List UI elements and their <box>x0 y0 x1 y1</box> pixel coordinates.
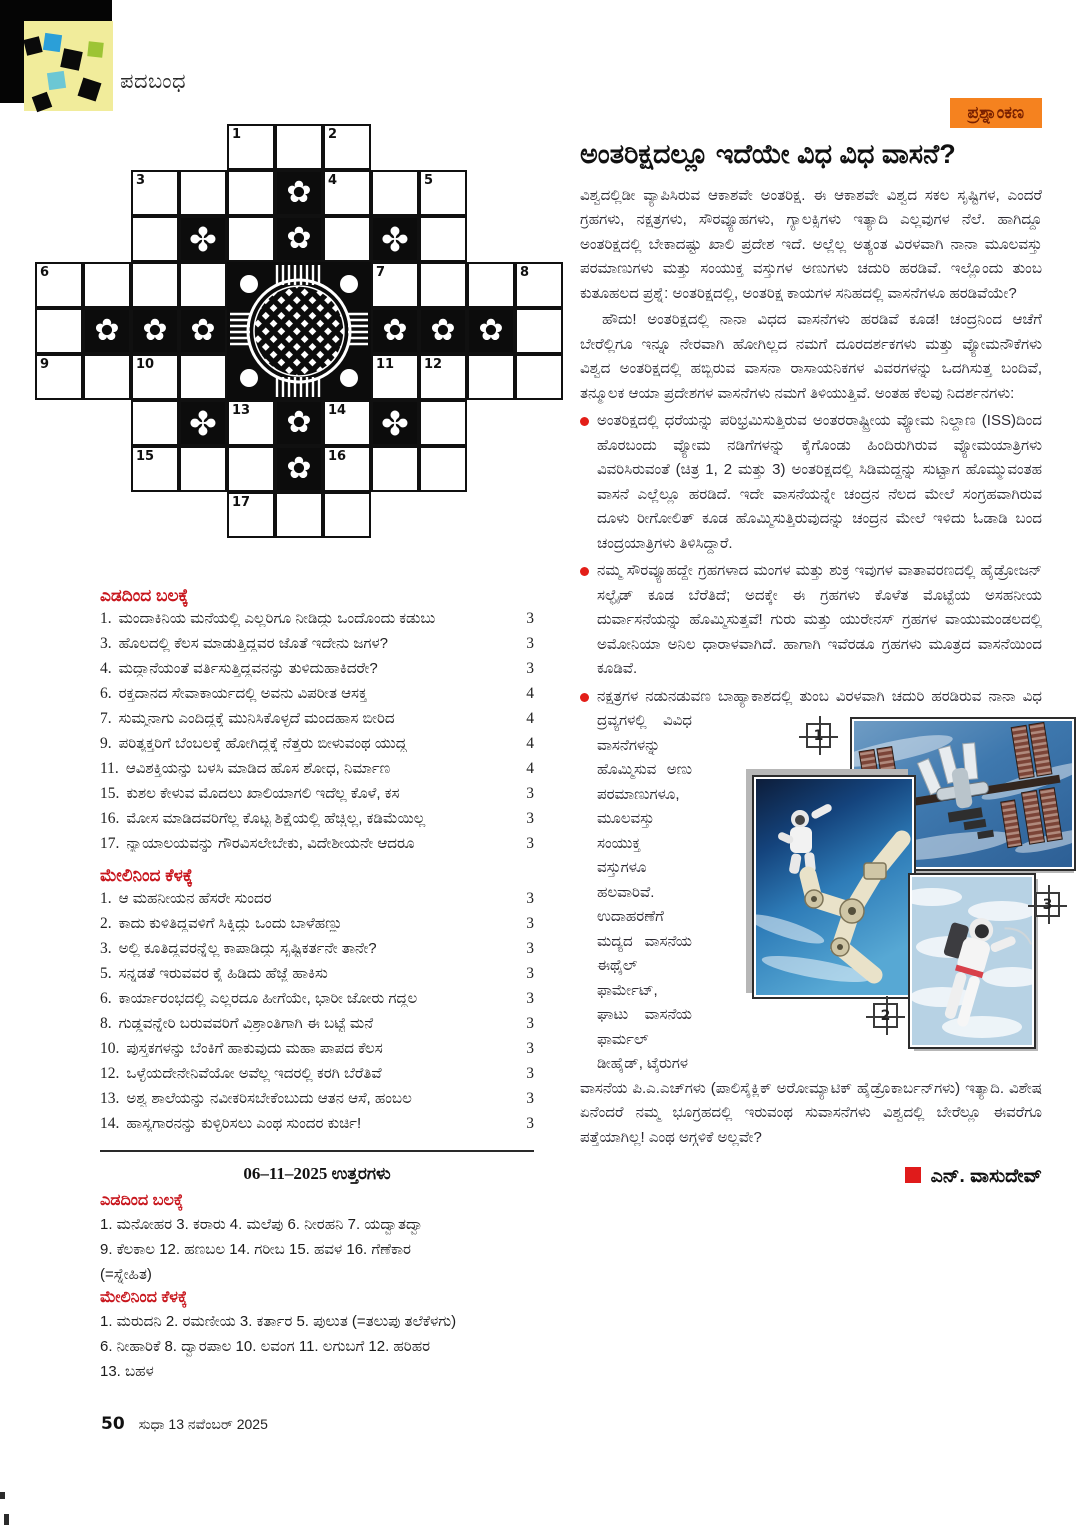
clue-text: ಸುಮ್ಮನಾಗು ಎಂದಿದ್ದಕ್ಕೆ ಮುನಿಸಿಕೊಳ್ಳದೆ ಮಂದಹಾಸ ಬೀರಿದ <box>118 710 395 727</box>
crossword-block-cell <box>179 400 227 446</box>
clue-number: 5. <box>100 965 112 982</box>
crossword-cell <box>467 354 515 400</box>
crossword-block-cell <box>419 308 467 354</box>
crossword-block-cell <box>83 308 131 354</box>
crossword-cell <box>179 170 227 216</box>
clue-length: 3 <box>526 915 534 932</box>
clue-text: ಅಶ್ವ ಶಾಲೆಯನ್ನು ನವೀಕರಿಸಬೇಕೆಂಬುದು ಆತನ ಆಸೆ, ಹಂಬಲ <box>126 1090 412 1107</box>
answers-across-heading: ಎಡದಿಂದ ಬಲಕ್ಕೆ <box>100 1192 184 1209</box>
crossword-cell-number: 8 <box>520 265 530 280</box>
clue-item <box>100 810 534 835</box>
crossword-cell <box>227 216 275 262</box>
crossword-cell <box>131 262 179 308</box>
crossword-cell <box>35 354 83 400</box>
clue-length: 3 <box>526 785 534 802</box>
clue-number: 14. <box>100 1115 120 1132</box>
crossword-cell <box>515 354 563 400</box>
clue-length: 3 <box>526 990 534 1007</box>
crossword-cell <box>179 446 227 492</box>
red-square-icon <box>905 1167 921 1183</box>
answers-down-lines <box>100 1309 534 1384</box>
crossword-cell <box>419 262 467 308</box>
answers-down-heading: ಮೇಲಿನಿಂದ ಕೆಳಕ್ಕೆ <box>100 1289 188 1306</box>
crossword-cell-number: 7 <box>376 265 386 280</box>
crossword-block-cell <box>179 308 227 354</box>
clue-item <box>100 890 534 915</box>
clue-number: 8. <box>100 1015 112 1032</box>
clue-text: ಸನ್ನಡತೆ ಇರುವವರ ಕೈ ಹಿಡಿದು ಹೆಜ್ಜೆ ಹಾಕಿಸು <box>118 965 328 982</box>
clue-text: ಹೊಲದಲ್ಲಿ ಕೆಲಸ ಮಾಡುತ್ತಿದ್ದವರ ಜೊತೆ ಇದೇನು ಜಗಳ? <box>118 635 389 652</box>
crossword-cell-number: 6 <box>40 265 50 280</box>
clue-number: 7. <box>100 710 112 727</box>
crossword-cell-number: 16 <box>328 449 347 464</box>
crossword-cell <box>275 492 323 538</box>
down-heading: ಮೇಲಿನಿಂದ ಕೆಳಕ್ಕೆ <box>100 866 193 885</box>
crossword-cell <box>419 400 467 446</box>
article-bullet-2 <box>580 559 1042 682</box>
clue-length: 3 <box>526 810 534 827</box>
clue-item <box>100 940 534 965</box>
center-medallion-ornament <box>227 262 371 400</box>
clue-text: ಮೋಸ ಮಾಡಿದವರಿಗೆಲ್ಲ ಕೊಟ್ಟ ಶಿಕ್ಷೆಯಲ್ಲಿ ಹೆಚ್ಚಿಲ್ಲ, ಕಡಿಮೆಯಿಲ್ಲ <box>126 810 426 827</box>
crossword-cell <box>131 170 179 216</box>
figure-astronaut-float-photo <box>908 873 1036 1049</box>
clue-text: ಪುಸ್ತಕಗಳನ್ನು ಬೆಂಕಿಗೆ ಹಾಕುವುದು ಮಹಾ ಪಾಪದ ಕೆಲಸ <box>126 1040 383 1057</box>
clue-item <box>100 760 534 785</box>
bullet-icon <box>580 417 589 426</box>
crossword-cell-number: 11 <box>376 357 395 372</box>
section-title: ಪದಬಂಧ <box>120 70 187 93</box>
clue-length: 3 <box>526 1065 534 1082</box>
crossword-cell-number: 5 <box>424 173 434 188</box>
crossword-cell <box>35 308 83 354</box>
clue-text: ಆವಿಶಕ್ತಿಯನ್ನು ಬಳಸಿ ಮಾಡಿದ ಹೊಸ ಶೋಧ, ನಿರ್ಮಾಣ <box>125 760 391 777</box>
clue-number: 1. <box>100 890 112 907</box>
clue-item <box>100 1040 534 1065</box>
clover-flower-icon: ✤ <box>189 403 217 443</box>
crossword-block-cell <box>275 446 323 492</box>
clover-flower-icon: ✤ <box>381 219 409 259</box>
crossword-cell <box>323 400 371 446</box>
answer-line: 1. ಮನೋಹರ 3. ಕರಾರು 4. ಮಲೆಪು 6. ನೀರಹನಿ 7. ಯದ್ವಾತದ್ವಾ <box>100 1216 424 1233</box>
clue-number: 9. <box>100 735 112 752</box>
daisy-flower-icon: ✿ <box>190 313 216 348</box>
clue-number: 3. <box>100 940 112 957</box>
article-paragraph: ವಿಶ್ವದಲ್ಲಿಡೀ ವ್ಯಾಪಿಸಿರುವ ಆಕಾಶವೇ ಅಂತರಿಕ್ಷ. ಈ ಆಕಾಶವೇ ವಿಶ್ವದ ಸಕಲ ಸೃಷ್ಟಿಗಳ, ಎಂದರೆ ಗ್ರಹಗಳು, ನಕ್ಷತ್ರಗಳು, ಸೌರವ್ಯೂಹಗಳು, ಗ್ಯಾಲಕ್ಸಿಗಳು ಇತ್ಯಾದಿ ಎಲ್ಲವುಗಳ ನೆಲೆ. ಹಾಗಿದ್ದೂ ಅಂತರಿಕ್ಷದಲ್ಲಿ ಬೇಕಾದಷ್ಟು ಖಾಲಿ ಪ್ರದೇಶ ಇದೆ. ಅಲ್ಲೆಲ್ಲ ಅತ್ಯಂತ ವಿರಳವಾಗಿ ನಾನಾ ಮೂಲವಸ್ತು ಪರಮಾಣುಗಳು ಮತ್ತು ಸಂಯುಕ್ತ ವಸ್ತುಗಳ ಅಣುಗಳು ಚದುರಿ ಹರಡಿವೆ. ಇಲ್ಲೊಂದು ತುಂಬ ಕುತೂಹಲದ ಪ್ರಶ್ನೆ: ಅಂತರಿಕ್ಷದಲ್ಲಿ, ಅಂತರಿಕ್ಷ ಕಾಯಗಳ ಸನಿಹದಲ್ಲಿ ವಾಸನೆಗಳೂ ಹರಡಿವೆಯೇ? <box>580 186 1042 302</box>
crossword-cell <box>131 216 179 262</box>
crossword-block-cell <box>371 216 419 262</box>
bullet-text-continued: ಚದುರಿ ಹರಡಿರುವ ನಾನಾ ವಿಧ ದ್ರವ್ಯಗಳಲ್ಲಿ ವಿವಿಧ ವಾಸನೆಗಳನ್ನು ಹೊಮ್ಮಿಸುವ ಅಣು ಪರಮಾಣುಗಳೂ, ಮೂಲವಸ್ತು ಸಂಯುಕ್ತ ವಸ್ತುಗಳೂ ಹಲವಾರಿವೆ. ಉದಾಹರಣೆಗೆ ಮದ್ಯದ ವಾಸನೆಯ ಈಥೈಲ್ ಫಾರ್ಮೇಟ್, ಘಾಟು ವಾಸನೆಯ ಫಾರ್ಮಲ್ ಡೀಹೈಡ್, ಟೈರುಗಳ <box>597 687 1042 1073</box>
crossword-cell <box>179 354 227 400</box>
figure-label-2: 2 <box>873 1003 898 1028</box>
clue-item <box>100 1115 534 1140</box>
logo-square <box>47 71 66 90</box>
clue-item <box>100 1015 534 1040</box>
page-number: 50 <box>101 1414 125 1434</box>
crossword-block-cell <box>275 170 323 216</box>
clue-number: 4. <box>100 660 112 677</box>
article-title: ಅಂತರಿಕ್ಷದಲ್ಲೂ ಇದೆಯೇ ವಿಧ ವಿಧ ವಾಸನೆ? <box>580 139 956 169</box>
author-name: ಎನ್. ವಾಸುದೇವ್ <box>930 1166 1042 1188</box>
clue-item <box>100 835 534 860</box>
clue-item <box>100 1090 534 1115</box>
crossword-block-cell <box>371 400 419 446</box>
clue-item <box>100 660 534 685</box>
article-column <box>580 98 1053 1188</box>
clue-length: 3 <box>526 965 534 982</box>
figure-cluster <box>702 711 1053 1051</box>
clue-text: ಕಾದು ಕುಳಿತಿದ್ದವಳಿಗೆ ಸಿಕ್ಕಿದ್ದು ಒಂದು ಬಾಳೆಹಣ್ಣು <box>118 915 343 932</box>
clue-length: 3 <box>526 1090 534 1107</box>
clue-text: ಕಾರ್ಯಾರಂಭದಲ್ಲಿ ಎಲ್ಲರದೂ ಹೀಗೆಯೇ, ಭಾರೀ ಜೋರು ಗದ್ದಲ <box>118 990 418 1007</box>
clue-text: ಮದ್ದಾನೆಯಂತೆ ವರ್ತಿಸುತ್ತಿದ್ದವನನ್ನು ತುಳಿದುಹಾಕಿದರೇ? <box>118 660 378 677</box>
article-bullet-3 <box>580 685 1053 1077</box>
crossword-block-cell <box>371 308 419 354</box>
crossword-cell <box>515 262 563 308</box>
clue-number: 10. <box>100 1040 120 1057</box>
answer-line: 1. ಮರುದನಿ 2. ರಮಣೀಯ 3. ಕರ್ತಾರ 5. ಪುಲುತ (=ತಲುಪು ತಲೆಕೆಳಗು) <box>100 1313 457 1330</box>
daisy-flower-icon: ✿ <box>286 175 312 210</box>
crossword-block-cell <box>179 216 227 262</box>
daisy-flower-icon: ✿ <box>286 451 312 486</box>
clover-flower-icon: ✤ <box>381 403 409 443</box>
issue-info: ಸುಧಾ 13 ನವೆಂಬರ್ 2025 <box>138 1416 268 1432</box>
clue-item <box>100 635 534 660</box>
crossword-cell-number: 1 <box>232 127 242 142</box>
clue-item <box>100 685 534 710</box>
clue-number: 6. <box>100 685 112 702</box>
crossword-cell <box>419 216 467 262</box>
print-artifact <box>0 1492 5 1499</box>
crossword-cell <box>35 262 83 308</box>
crossword-cell <box>131 400 179 446</box>
answer-line: 6. ನೀಹಾರಿಕೆ 8. ದ್ವಾರಪಾಲ 10. ಲವಂಗ 11. ಲಗುಬಗೆ 12. ಹರಿಹರ <box>100 1338 431 1355</box>
clue-text: ಹಾಸ್ಯಗಾರನನ್ನು ಕುಳ್ಳಿರಿಸಲು ಎಂಥ ಸುಂದರ ಕುರ್ಚಿ! <box>126 1115 362 1132</box>
clue-text: ನ್ಯಾಯಾಲಯವನ್ನು ಗೌರವಿಸಲೇಬೇಕು, ವಿದೇಶೀಯನೇ ಆದರೂ <box>126 835 415 852</box>
clover-flower-icon: ✤ <box>189 219 217 259</box>
crossword-cell <box>323 170 371 216</box>
clue-length: 3 <box>526 940 534 957</box>
crossword-cell-number: 4 <box>328 173 338 188</box>
clue-text: ಒಳ್ಳೆಯದೇನೇನಿವೆಯೋ ಅವೆಲ್ಲ ಇದರಲ್ಲಿ ಕರಗಿ ಬೆರೆತಿವೆ <box>126 1065 382 1082</box>
crossword-cell <box>419 170 467 216</box>
crossword-cell <box>323 124 371 170</box>
crossword-cell <box>275 124 323 170</box>
crossword-cell <box>83 354 131 400</box>
crossword-cell-number: 17 <box>232 495 251 510</box>
clue-text: ಆ ಮಹನೀಯನ ಹೆಸರೇ ಸುಂದರ <box>118 890 272 907</box>
crossword-cell <box>83 262 131 308</box>
logo-square <box>43 33 62 52</box>
answer-line: (=ಸ್ನೇಹಿತ) <box>100 1266 152 1283</box>
clue-length: 4 <box>526 710 534 727</box>
across-clue-list <box>100 610 534 860</box>
crossword-cell <box>131 446 179 492</box>
crossword-cell-number: 10 <box>136 357 155 372</box>
clue-length: 4 <box>526 735 534 752</box>
crossword-cell <box>323 216 371 262</box>
clue-length: 4 <box>526 685 534 702</box>
clue-text: ಮಂದಾಕಿನಿಯ ಮನೆಯಲ್ಲಿ ಎಲ್ಲರಿಗೂ ನೀಡಿದ್ದು ಒಂದೊಂದು ಕಡುಬು <box>118 610 436 627</box>
clue-length: 3 <box>526 660 534 677</box>
crossword-cell-number: 13 <box>232 403 251 418</box>
clue-length: 3 <box>526 835 534 852</box>
crossword-cell-number: 15 <box>136 449 155 464</box>
crossword-cell-number: 3 <box>136 173 146 188</box>
crossword-cell-number: 14 <box>328 403 347 418</box>
clue-text: ಕುಶಲ ಕೇಳುವ ಮೊದಲು ಖಾಲಿಯಾಗಲಿ ಇದೆಲ್ಲ ಕೊಳೆ, ಕಸ <box>126 785 400 802</box>
clue-text: ಪರಿತ್ಯಕ್ತರಿಗೆ ಬೆಂಬಲಕ್ಕೆ ಹೋಗಿದ್ದಕ್ಕೆ ನೆತ್ತರು ಬೀಳುವಂಥ ಯುದ್ಧ <box>118 735 407 752</box>
clue-length: 3 <box>526 635 534 652</box>
crossword-cell <box>419 354 467 400</box>
clue-number: 16. <box>100 810 120 827</box>
crossword-block-cell <box>275 216 323 262</box>
article-closing-paragraph: ವಾಸನೆಯ ಪಿ.ಎ.ಎಚ್‌ಗಳು (ಪಾಲಿಸೈಕ್ಲಿಕ್ ಅರೋಮ್ಯಾಟಿಕ್ ಹೈಡ್ರೊಕಾರ್ಬನ್‌ಗಳು) ಇತ್ಯಾದಿ. ವಿಶೇಷ ಏನೆಂದರೆ ನಮ್ಮ ಭೂಗ್ರಹದಲ್ಲಿ ಇರುವಂಥ ಸುವಾಸನೆಗಳು ವಿಶ್ವದಲ್ಲಿ ಬೇರೆಲ್ಲೂ ಈವರೆಗೂ ಪತ್ತೆಯಾಗಿಲ್ಲ! ಎಂಥ ಅಗ್ಗಳಿಕೆ ಅಲ್ಲವೇ? <box>580 1079 1042 1146</box>
answer-line: 13. ಬಹಳ <box>100 1363 154 1380</box>
bullet-icon <box>580 693 589 702</box>
clue-item <box>100 610 534 635</box>
crossword-block-cell <box>131 308 179 354</box>
crossword-cell-number: 9 <box>40 357 50 372</box>
crossword-cell <box>131 354 179 400</box>
logo-square <box>60 48 83 71</box>
crossword-block-cell <box>467 308 515 354</box>
masthead <box>0 0 340 120</box>
clue-number: 11. <box>100 760 119 777</box>
crossword-grid <box>35 124 565 540</box>
crossword-cell <box>371 170 419 216</box>
clue-number: 6. <box>100 990 112 1007</box>
answers-across-lines <box>100 1212 534 1287</box>
clue-number: 15. <box>100 785 120 802</box>
crossword-cell <box>371 354 419 400</box>
crossword-cell <box>467 262 515 308</box>
daisy-flower-icon: ✿ <box>430 313 456 348</box>
figure-astronaut-arm-photo <box>752 775 916 999</box>
clue-item <box>100 785 534 810</box>
crossword-cell <box>323 446 371 492</box>
clue-number: 17. <box>100 835 120 852</box>
answers-title: 06–11–2025 ಉತ್ತರಗಳು <box>243 1164 391 1183</box>
across-clues-section <box>100 586 534 860</box>
crossword-cell <box>323 492 371 538</box>
clue-item <box>100 990 534 1015</box>
clue-number: 3. <box>100 635 112 652</box>
clue-number: 13. <box>100 1090 120 1107</box>
clue-text: ರಕ್ತದಾನದ ಸೇವಾಕಾರ್ಯದಲ್ಲಿ ಅವನು ವಿಪರೀತ ಆಸಕ್ತ <box>118 685 367 702</box>
clue-item <box>100 710 534 735</box>
daisy-flower-icon: ✿ <box>94 313 120 348</box>
crossword-cell <box>419 446 467 492</box>
bullet-icon <box>580 567 589 576</box>
article-bullet-1 <box>580 409 1042 556</box>
clue-item <box>100 735 534 760</box>
column-badge: ಪ್ರಶ್ನಾಂಕಣ <box>950 98 1043 128</box>
page-footer <box>101 1414 268 1434</box>
crossword-cell <box>515 308 563 354</box>
clue-number: 12. <box>100 1065 120 1082</box>
clue-length: 3 <box>526 1115 534 1132</box>
clue-length: 3 <box>526 890 534 907</box>
down-clues-section <box>100 866 534 1140</box>
print-artifact <box>4 1514 9 1525</box>
daisy-flower-icon: ✿ <box>286 405 312 440</box>
bullet-text: ಅಂತರಿಕ್ಷದಲ್ಲಿ ಧರೆಯನ್ನು ಪರಿಭ್ರಮಿಸುತ್ತಿರುವ ಅಂತರರಾಷ್ಟ್ರೀಯ ವ್ಯೋಮ ನಿಲ್ದಾಣ (ISS)ದಿಂದ ಹೊರಬಂದು ವ್ಯೋಮ ನಡಿಗೆಗಳನ್ನು ಕೈಗೊಂಡು ಹಿಂದಿರುಗಿರುವ ವ್ಯೋಮಯಾತ್ರಿಗಳು ವಿವರಿಸಿರುವಂತೆ (ಚಿತ್ರ 1, 2 ಮತ್ತು 3) ಅಂತರಿಕ್ಷದಲ್ಲಿ ಸಿಡಿಮದ್ದನ್ನು ಸುಟ್ಟಾಗ ಹೊಮ್ಮುವಂತಹ ವಾಸನೆ ಎಲ್ಲೆಲ್ಲೂ ಹರಡಿದೆ. ಇದೇ ವಾಸನೆಯನ್ನೇ ಚಂದ್ರನ ನೆಲದ ಮೇಲೆ ಸಂಗ್ರಹವಾಗಿರುವ ದೂಳು ರೀಗೋಲಿತ್ ಕೂಡ ಹೊಮ್ಮಿಸುತ್ತಿರುವುದನ್ನು ಚಂದ್ರನ ಮೇಲೆ ಇಳಿದು ಓಡಾಡಿ ಬಂದ ಚಂದ್ರಯಾತ್ರಿಗಳು ತಿಳಿಸಿದ್ದಾರೆ. <box>597 412 1042 552</box>
crossword-cell <box>371 446 419 492</box>
down-clue-list <box>100 890 534 1140</box>
figure-label-3: 3 <box>1035 892 1060 917</box>
clue-length: 3 <box>526 1040 534 1057</box>
previous-answers-section <box>100 1150 534 1384</box>
crossword-cell <box>227 400 275 446</box>
clue-item <box>100 965 534 990</box>
clue-length: 3 <box>526 1015 534 1032</box>
crossword-cell <box>179 262 227 308</box>
crossword-cell-number: 2 <box>328 127 338 142</box>
clue-length: 4 <box>526 760 534 777</box>
crossword-cell <box>227 446 275 492</box>
clue-number: 1. <box>100 610 112 627</box>
logo-square <box>87 41 103 57</box>
daisy-flower-icon: ✿ <box>478 313 504 348</box>
crossword-block-cell <box>275 400 323 446</box>
clue-text: ಅಲ್ಲಿ ಕೂತಿದ್ದವರನ್ನೆಲ್ಲ ಕಾಪಾಡಿದ್ದು ಸೃಷ್ಟಿಕರ್ತನೇ ತಾನೇ? <box>118 940 377 957</box>
bullet-text: ನಕ್ಷತ್ರಗಳ ನಡುನಡುವಣ ಬಾಹ್ಯಾಕಾಶದಲ್ಲಿ ತುಂಬ ವಿರಳವಾಗಿ <box>597 687 885 705</box>
crossword-cell <box>227 492 275 538</box>
crossword-cell-number: 12 <box>424 357 443 372</box>
clue-length: 3 <box>526 610 534 627</box>
article-paragraph: ಹೌದು! ಅಂತರಿಕ್ಷದಲ್ಲಿ ನಾನಾ ವಿಧದ ವಾಸನೆಗಳು ಹರಡಿವೆ ಕೂಡ! ಚಂದ್ರನಿಂದ ಆಚೆಗೆ ಬೇರೆಲ್ಲಿಗೂ ಇನ್ನೂ ನೇರವಾಗಿ ಹೋಗಿಲ್ಲದ ನಮಗೆ ದೂರದರ್ಶಕಗಳು ಮತ್ತು ವ್ಯೋಮನೌಕೆಗಳು ವಿಶ್ವದ ಅಂತರಿಕ್ಷದಲ್ಲಿ ಹಬ್ಬಿರುವ ವಾಸನಾ ರಾಸಾಯನಿಕಗಳ ವಿವರಗಳನ್ನು ಒದಗಿಸುತ್ತ ಬಂದಿವೆ, ತನ್ಮೂಲಕ ಆಯಾ ಪ್ರದೇಶಗಳ ವಾಸನೆಗಳು ನಮಗೆ ತಿಳಿಯುತ್ತಿವೆ. ಅಂತಹ ಕೆಲವು ನಿದರ್ಶನಗಳು: <box>580 311 1042 402</box>
clue-number: 2. <box>100 915 112 932</box>
byline <box>580 1166 1042 1188</box>
figure-label-1: 1 <box>806 723 831 748</box>
crossword-cell <box>227 124 275 170</box>
daisy-flower-icon: ✿ <box>382 313 408 348</box>
clue-item <box>100 1065 534 1090</box>
answer-line: 9. ಕೆಲಕಾಲ 12. ಹಣಬಲ 14. ಗರೀಬ 15. ಹವಳ 16. ಗೆಣೆಕಾರ <box>100 1241 411 1258</box>
clue-text: ಗುಡ್ಡವನ್ನೇರಿ ಬರುವವರಿಗೆ ವಿಶ್ರಾಂತಿಗಾಗಿ ಈ ಬಟ್ಟೆ ಮನೆ <box>118 1015 374 1032</box>
daisy-flower-icon: ✿ <box>286 221 312 256</box>
clue-item <box>100 915 534 940</box>
across-heading: ಎಡದಿಂದ ಬಲಕ್ಕೆ <box>100 586 189 605</box>
daisy-flower-icon: ✿ <box>142 313 168 348</box>
crossword-cell <box>227 170 275 216</box>
crossword-cell <box>371 262 419 308</box>
bullet-text: ನಮ್ಮ ಸೌರವ್ಯೂಹದ್ದೇ ಗ್ರಹಗಳಾದ ಮಂಗಳ ಮತ್ತು ಶುಕ್ರ ಇವುಗಳ ವಾತಾವರಣದಲ್ಲಿ ಹೈಡ್ರೋಜನ್ ಸಲ್ಫೈಡ್ ಕೂಡ ಬೆರೆತಿದೆ; ಅದಕ್ಕೇ ಈ ಗ್ರಹಗಳು ಕೊಳೆತ ಮೊಟ್ಟೆಯ ಅಸಹನೀಯ ದುರ್ವಾಸನೆಯನ್ನು ಹೊಮ್ಮಿಸುತ್ತವೆ! ಗುರು ಮತ್ತು ಯುರೇನಸ್ ಗ್ರಹಗಳ ವಾಯುಮಂಡಲದಲ್ಲಿ ಅಮೋನಿಯಾ ಅನಿಲ ಧಾರಾಳವಾಗಿದೆ. ಹಾಗಾಗಿ ಇವೆರಡೂ ಗ್ರಹಗಳು ಮೂತ್ರದ ವಾಸನೆಯಿಂದ ಕೂಡಿವೆ. <box>597 562 1042 678</box>
